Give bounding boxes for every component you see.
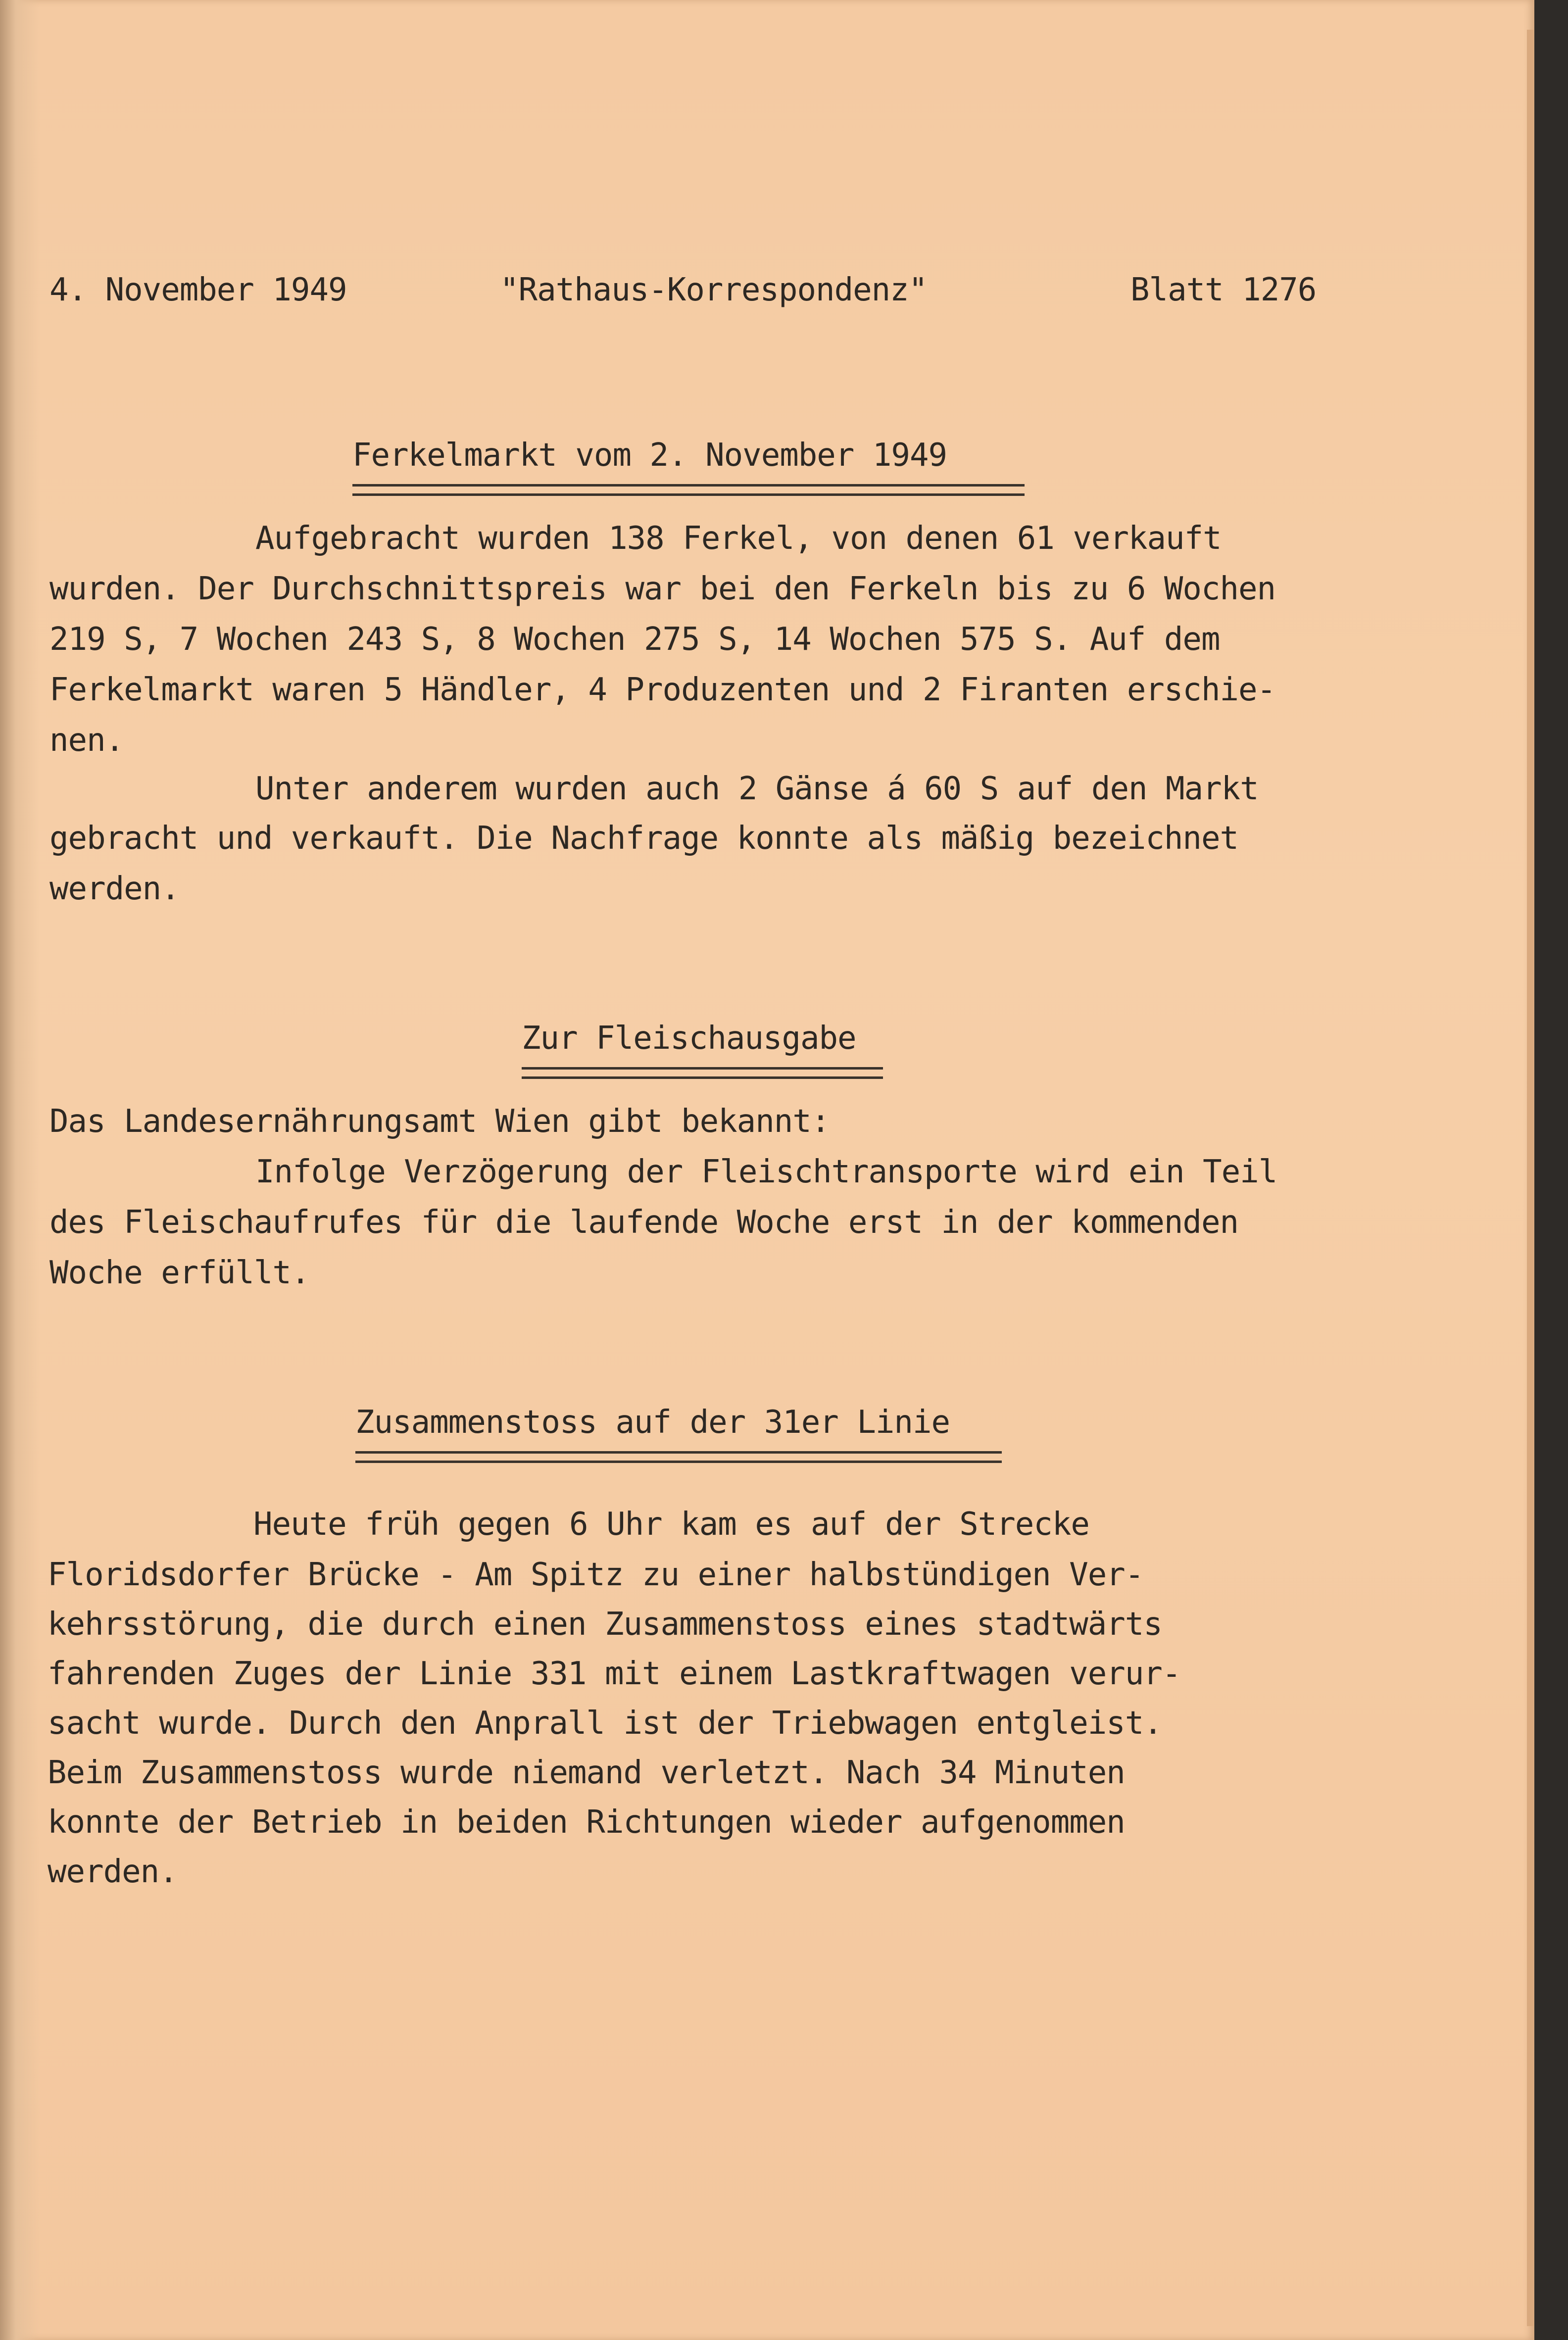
body-line: des Fleischaufrufes für die laufende Woche erst in der kommenden — [49, 1204, 1238, 1241]
page-edge — [1527, 30, 1534, 2326]
header-date: 4. November 1949 — [49, 272, 347, 308]
title-underline — [522, 1067, 883, 1079]
header-sheet: Blatt 1276 — [1130, 272, 1317, 308]
page-spine — [0, 0, 40, 2340]
body-line: wurden. Der Durchschnittspreis war bei den Ferkeln bis zu 6 Wochen — [49, 571, 1276, 607]
body-line: Ferkelmarkt waren 5 Händler, 4 Produzenten und 2 Firanten erschie- — [49, 672, 1276, 708]
header-publication: "Rathaus-Korrespondenz" — [500, 272, 928, 308]
body-line: Woche erfüllt. — [49, 1255, 310, 1291]
body-line: Heute früh gegen 6 Uhr kam es auf der Strecke — [253, 1506, 1089, 1543]
body-line: Beim Zusammenstoss wurde niemand verletzt. Nach 34 Minuten — [48, 1755, 1125, 1791]
body-line: Unter anderem wurden auch 2 Gänse á 60 S auf den Markt — [255, 771, 1259, 807]
body-line: nen. — [49, 722, 124, 759]
body-line: Aufgebracht wurden 138 Ferkel, von denen 61 verkauft — [255, 520, 1222, 557]
body-line: fahrenden Zuges der Linie 331 mit einem Lastkraftwagen verur- — [48, 1656, 1181, 1692]
body-line: werden. — [49, 871, 180, 907]
body-line: konnte der Betrieb in beiden Richtungen wieder aufgenommen — [48, 1804, 1125, 1841]
background-edge — [1534, 0, 1568, 2340]
section-title-ferkelmarkt: Ferkelmarkt vom 2. November 1949 — [352, 437, 947, 474]
title-underline — [355, 1451, 1002, 1463]
section-title-fleischausgabe: Zur Fleischausgabe — [522, 1020, 856, 1057]
body-line: Infolge Verzögerung der Fleischtransporte wird ein Teil — [255, 1154, 1277, 1190]
body-line: kehrsstörung, die durch einen Zusammenstoss eines stadtwärts — [48, 1606, 1162, 1643]
section-title-zusammenstoss: Zusammenstoss auf der 31er Linie — [355, 1404, 950, 1441]
body-line: sacht wurde. Durch den Anprall ist der Triebwagen entgleist. — [48, 1705, 1162, 1742]
body-line: 219 S, 7 Wochen 243 S, 8 Wochen 275 S, 14 Wochen 575 S. Auf dem — [49, 621, 1220, 658]
body-line: gebracht und verkauft. Die Nachfrage konnte als mäßig bezeichnet — [49, 820, 1238, 857]
body-line: werden. — [48, 1853, 178, 1890]
body-line: Das Landesernährungsamt Wien gibt bekannt: — [49, 1103, 830, 1140]
title-underline — [352, 484, 1025, 496]
body-line: Floridsdorfer Brücke - Am Spitz zu einer halbstündigen Ver- — [48, 1557, 1144, 1593]
